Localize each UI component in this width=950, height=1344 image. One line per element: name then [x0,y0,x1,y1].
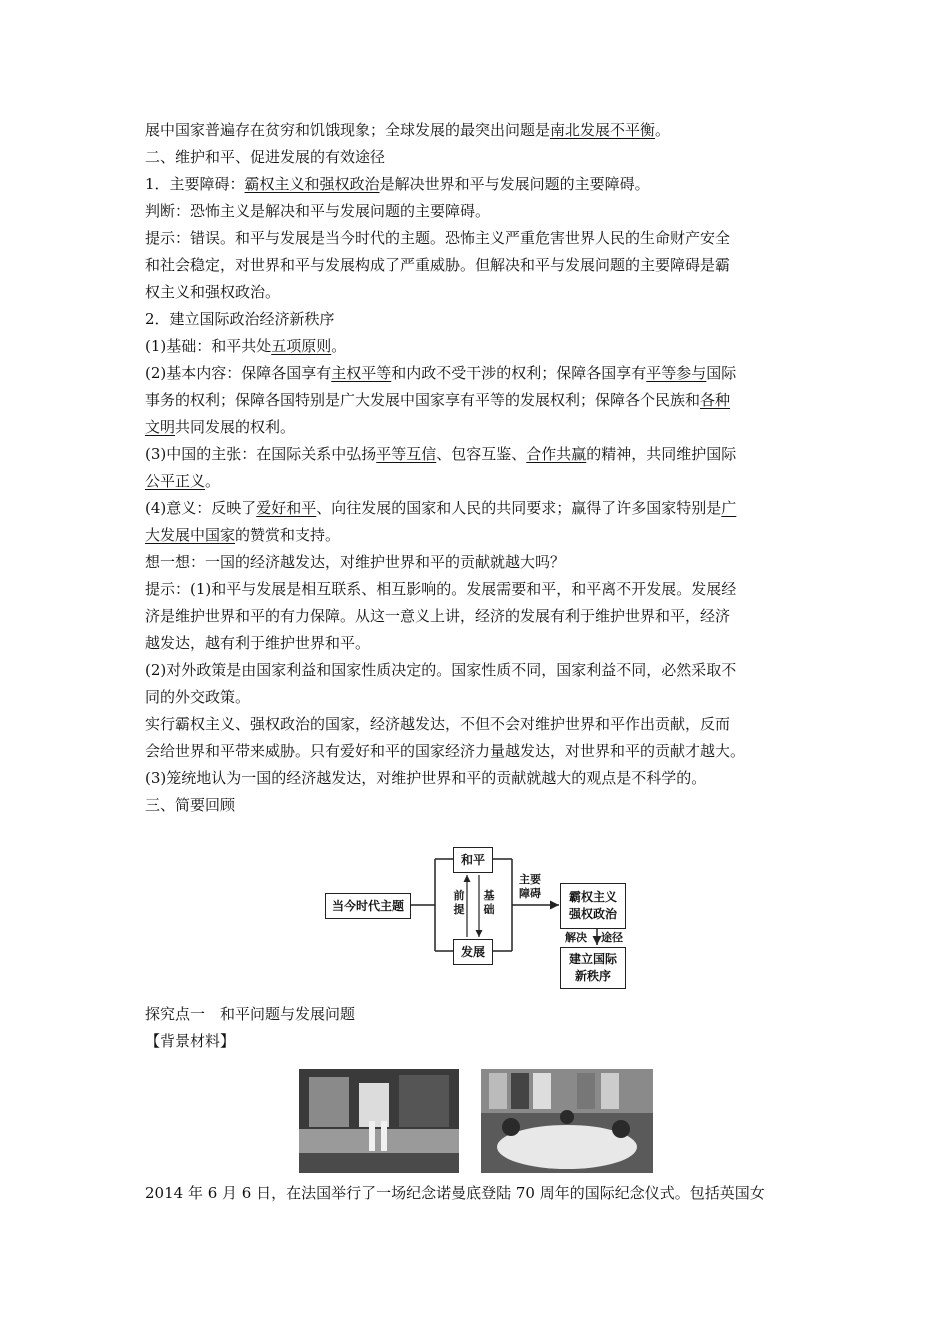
text-segment: 和社会稳定，对世界和平与发展构成了严重威胁。但解决和平与发展问题的主要障碍是霸 [145,256,731,274]
summit-image [481,1069,653,1173]
text-line [145,684,810,711]
text-segment: 2．建立国际政治经济新秩序 [145,310,335,328]
text-segment: 想一想：一国的经济越发达，对维护世界和平的贡献就越大吗？ [145,553,566,571]
text-segment: (3)中国的主张：在国际关系中弘扬 [145,445,377,463]
text-segment: 和内政不受干涉的权利；保障各国享有 [391,364,647,382]
text-segment: 实行霸权主义、强权政治的国家，经济越发达，不但不会对维护世界和平作出贡献，反而 [145,715,731,733]
text-segment: 展中国家普遍存在贫穷和饥饿现象；全球发展的最突出问题是 [145,121,551,139]
text-line [145,657,810,684]
text-segment: 1．主要障碍： [145,175,245,193]
text-segment: 。 [205,472,221,490]
summit-photo [481,1069,653,1173]
underlined-answer: 平等互信 [376,445,437,463]
text-segment: 提示：(1)和平与发展是相互联系、相互影响的。发展需要和平，和平离不开发展。发展经 [145,580,737,598]
text-segment: 同的外交政策。 [145,688,251,706]
text-line [145,792,810,819]
text-line [145,495,810,522]
underlined-answer: 主权平等 [331,364,392,382]
text-segment: 权主义和强权政治。 [145,283,281,301]
underlined-answer: 公平正义 [145,472,206,490]
ceremony-photo [299,1069,459,1173]
text-block [145,117,810,819]
text-segment: 二、维护和平、促进发展的有效途径 [145,148,386,166]
text-line [145,198,810,225]
underlined-answer: 平等参与 [646,364,707,382]
text-segment: 。 [331,337,347,355]
solve-label: 解决 [565,931,587,944]
text-line [145,171,810,198]
text-line [145,441,810,468]
section-title: 探究点一 和平问题与发展问题 [145,1005,356,1023]
text-line [145,144,810,171]
text-line [145,306,810,333]
text-segment: 事务的权利；保障各国特别是广大发展中国家享有平等的发展权利；保障各个民族和 [145,391,701,409]
text-segment: 是解决世界和平与发展问题的主要障碍。 [379,175,650,193]
text-line [145,252,810,279]
text-segment: (1)基础：和平共处 [145,337,272,355]
text-line [145,522,810,549]
text-segment: 国际 [706,364,737,382]
underlined-answer: 合作共赢 [526,445,587,463]
underlined-answer: 广 [721,499,737,517]
text-segment: 越发达，越有利于维护世界和平。 [145,634,371,652]
text-line [145,765,810,792]
text-segment: 的赞赏和支持。 [235,526,341,544]
theme-box: 当今时代主题 [325,893,411,919]
text-line [145,711,810,738]
text-line [145,576,810,603]
text-segment: 济是维护世界和平的有力保障。从这一意义上讲，经济的发展有利于维护世界和平，经济 [145,607,731,625]
basis-label: 基础 [483,889,495,916]
text-segment: (4)意义：反映了 [145,499,257,517]
text-line [145,549,810,576]
text-segment: 。 [655,121,671,139]
background-heading: 【背景材料】 [145,1032,236,1050]
underlined-answer: 南北发展不平衡 [550,121,656,139]
underlined-answer: 爱好和平 [256,499,317,517]
development-box: 发展 [453,939,493,965]
text-segment: 判断：恐怖主义是解决和平与发展问题的主要障碍。 [145,202,491,220]
underlined-answer: 大发展中国家 [145,526,236,544]
hegemony-box: 霸权主义 强权政治 [560,883,626,929]
underlined-answer: 五项原则 [271,337,332,355]
photo-row [145,1069,810,1174]
path-label: 途径 [601,931,623,944]
text-line [145,738,810,765]
text-line [145,414,810,441]
text-segment: 的精神，共同维护国际 [586,445,737,463]
text-line [145,333,810,360]
underlined-answer: 文明 [145,418,176,436]
underlined-answer: 各种 [700,391,731,409]
text-segment: 提示：错误。和平与发展是当今时代的主题。恐怖主义严重危害世界人民的生命财产安全 [145,229,731,247]
peace-box: 和平 [453,847,493,873]
text-line [145,468,810,495]
document-page [145,117,810,1207]
premise-label: 前提 [453,889,465,916]
text-line [145,279,810,306]
text-line [145,603,810,630]
obstacle-label: 主要 障碍 [519,873,541,900]
review-diagram [145,827,810,987]
new-order-box: 建立国际 新秩序 [560,947,626,989]
last-line: 2014 年 6 月 6 日，在法国举行了一场纪念诺曼底登陆 70 周年的国际纪念仪式。包括英国女 [145,1184,765,1202]
text-line [145,387,810,414]
text-line [145,630,810,657]
ceremony-image [299,1069,459,1173]
text-segment: 、包容互鉴、 [436,445,527,463]
text-segment: 共同发展的权利。 [175,418,296,436]
text-segment: 会给世界和平带来威胁。只有爱好和平的国家经济力量越发达，对世界和平的贡献才越大。 [145,742,746,760]
text-line [145,117,810,144]
text-segment: 三、简要回顾 [145,796,236,814]
underlined-answer: 霸权主义和强权政治 [244,175,380,193]
text-segment: (3)笼统地认为一国的经济越发达，对维护世界和平的贡献就越大的观点是不科学的。 [145,769,707,787]
text-line [145,225,810,252]
text-line [145,360,810,387]
text-segment: (2)对外政策是由国家利益和国家性质决定的。国家性质不同，国家利益不同，必然采取不 [145,661,737,679]
text-segment: (2)基本内容：保障各国享有 [145,364,332,382]
text-segment: 、向往发展的国家和人民的共同要求；赢得了许多国家特别是 [316,499,722,517]
